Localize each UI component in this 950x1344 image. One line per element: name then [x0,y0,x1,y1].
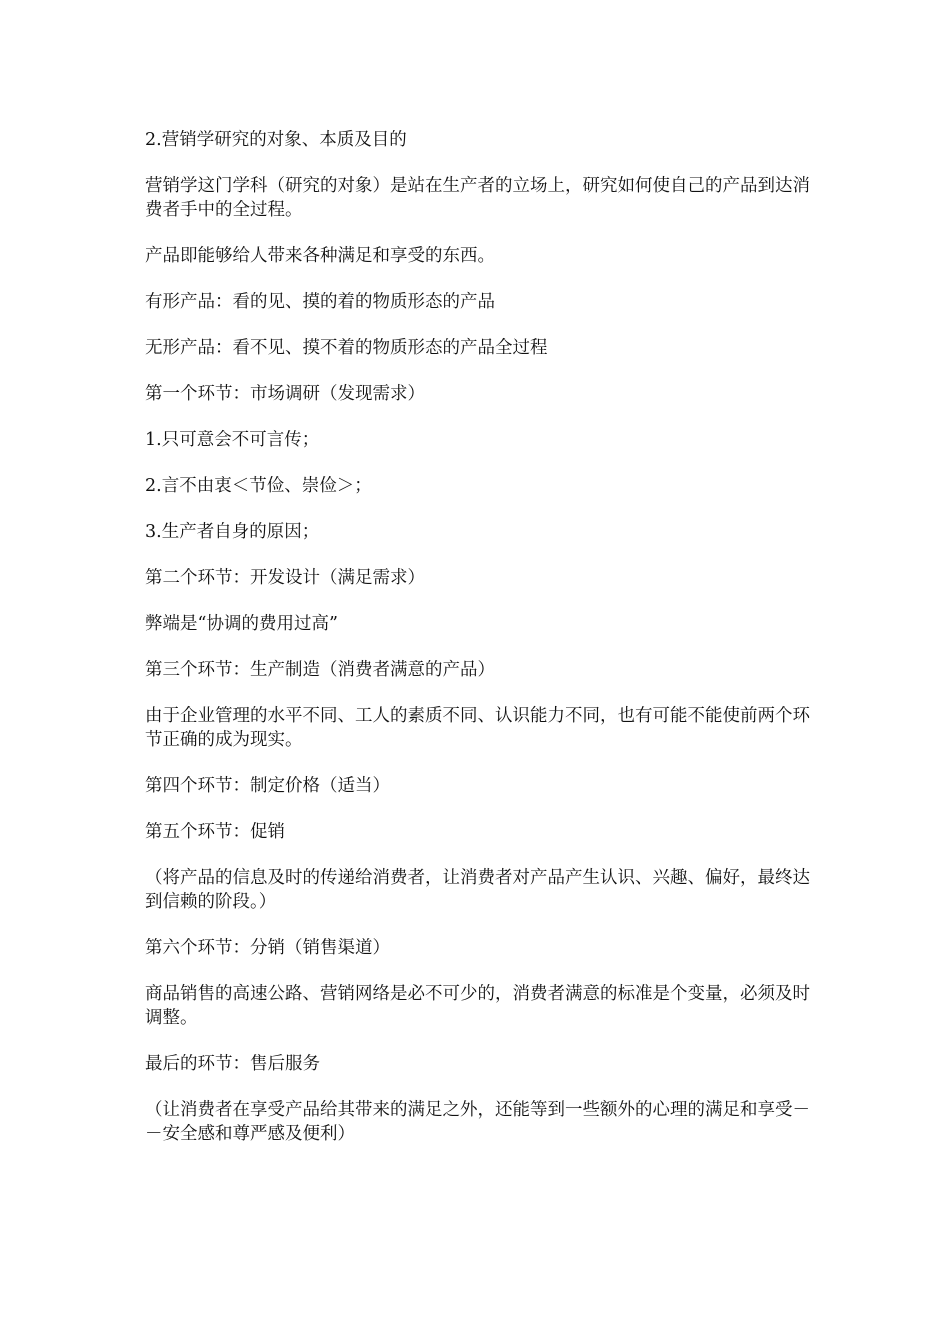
step-heading: 最后的环节：售后服务 [145,1054,320,1074]
paragraph: 产品即能够给人带来各种满足和享受的东西。 [145,246,495,266]
paragraph: 由于企业管理的水平不同、工人的素质不同、认识能力不同，也有可能不能使前两个环节正确的成为现实。 [145,706,810,750]
paragraph: 营销学这门学科（研究的对象）是站在生产者的立场上，研究如何使自己的产品到达消费者手中的全过程。 [145,176,810,220]
paragraph: （将产品的信息及时的传递给消费者，让消费者对产品产生认识、兴趣、偏好，最终达到信赖的阶段。） [145,868,810,912]
paragraph: 有形产品：看的见、摸的着的物质形态的产品 [145,292,495,312]
step-heading: 第五个环节：促销 [145,822,285,842]
list-item: 3.生产者自身的原因； [145,522,320,542]
paragraph: 商品销售的高速公路、营销网络是必不可少的，消费者满意的标准是个变量，必须及时调整。 [145,984,810,1028]
paragraph: 无形产品：看不见、摸不着的物质形态的产品全过程 [145,338,548,358]
step-heading: 第六个环节：分销（销售渠道） [145,938,390,958]
paragraph: 弊端是“协调的费用过高” [145,614,338,634]
step-heading: 第四个环节：制定价格（适当） [145,776,390,796]
step-heading: 第三个环节：生产制造（消费者满意的产品） [145,660,495,680]
paragraph: （让消费者在享受产品给其带来的满足之外，还能等到一些额外的心理的满足和享受－－安全感和尊严感及便利） [145,1100,810,1144]
list-item: 1.只可意会不可言传； [145,430,320,450]
step-heading: 第二个环节：开发设计（满足需求） [145,568,425,588]
document-body [145,128,810,1168]
step-heading: 第一个环节：市场调研（发现需求） [145,384,425,404]
section-heading: 2.营销学研究的对象、本质及目的 [145,130,407,150]
list-item: 2.言不由衷＜节俭、崇俭＞； [145,476,372,496]
